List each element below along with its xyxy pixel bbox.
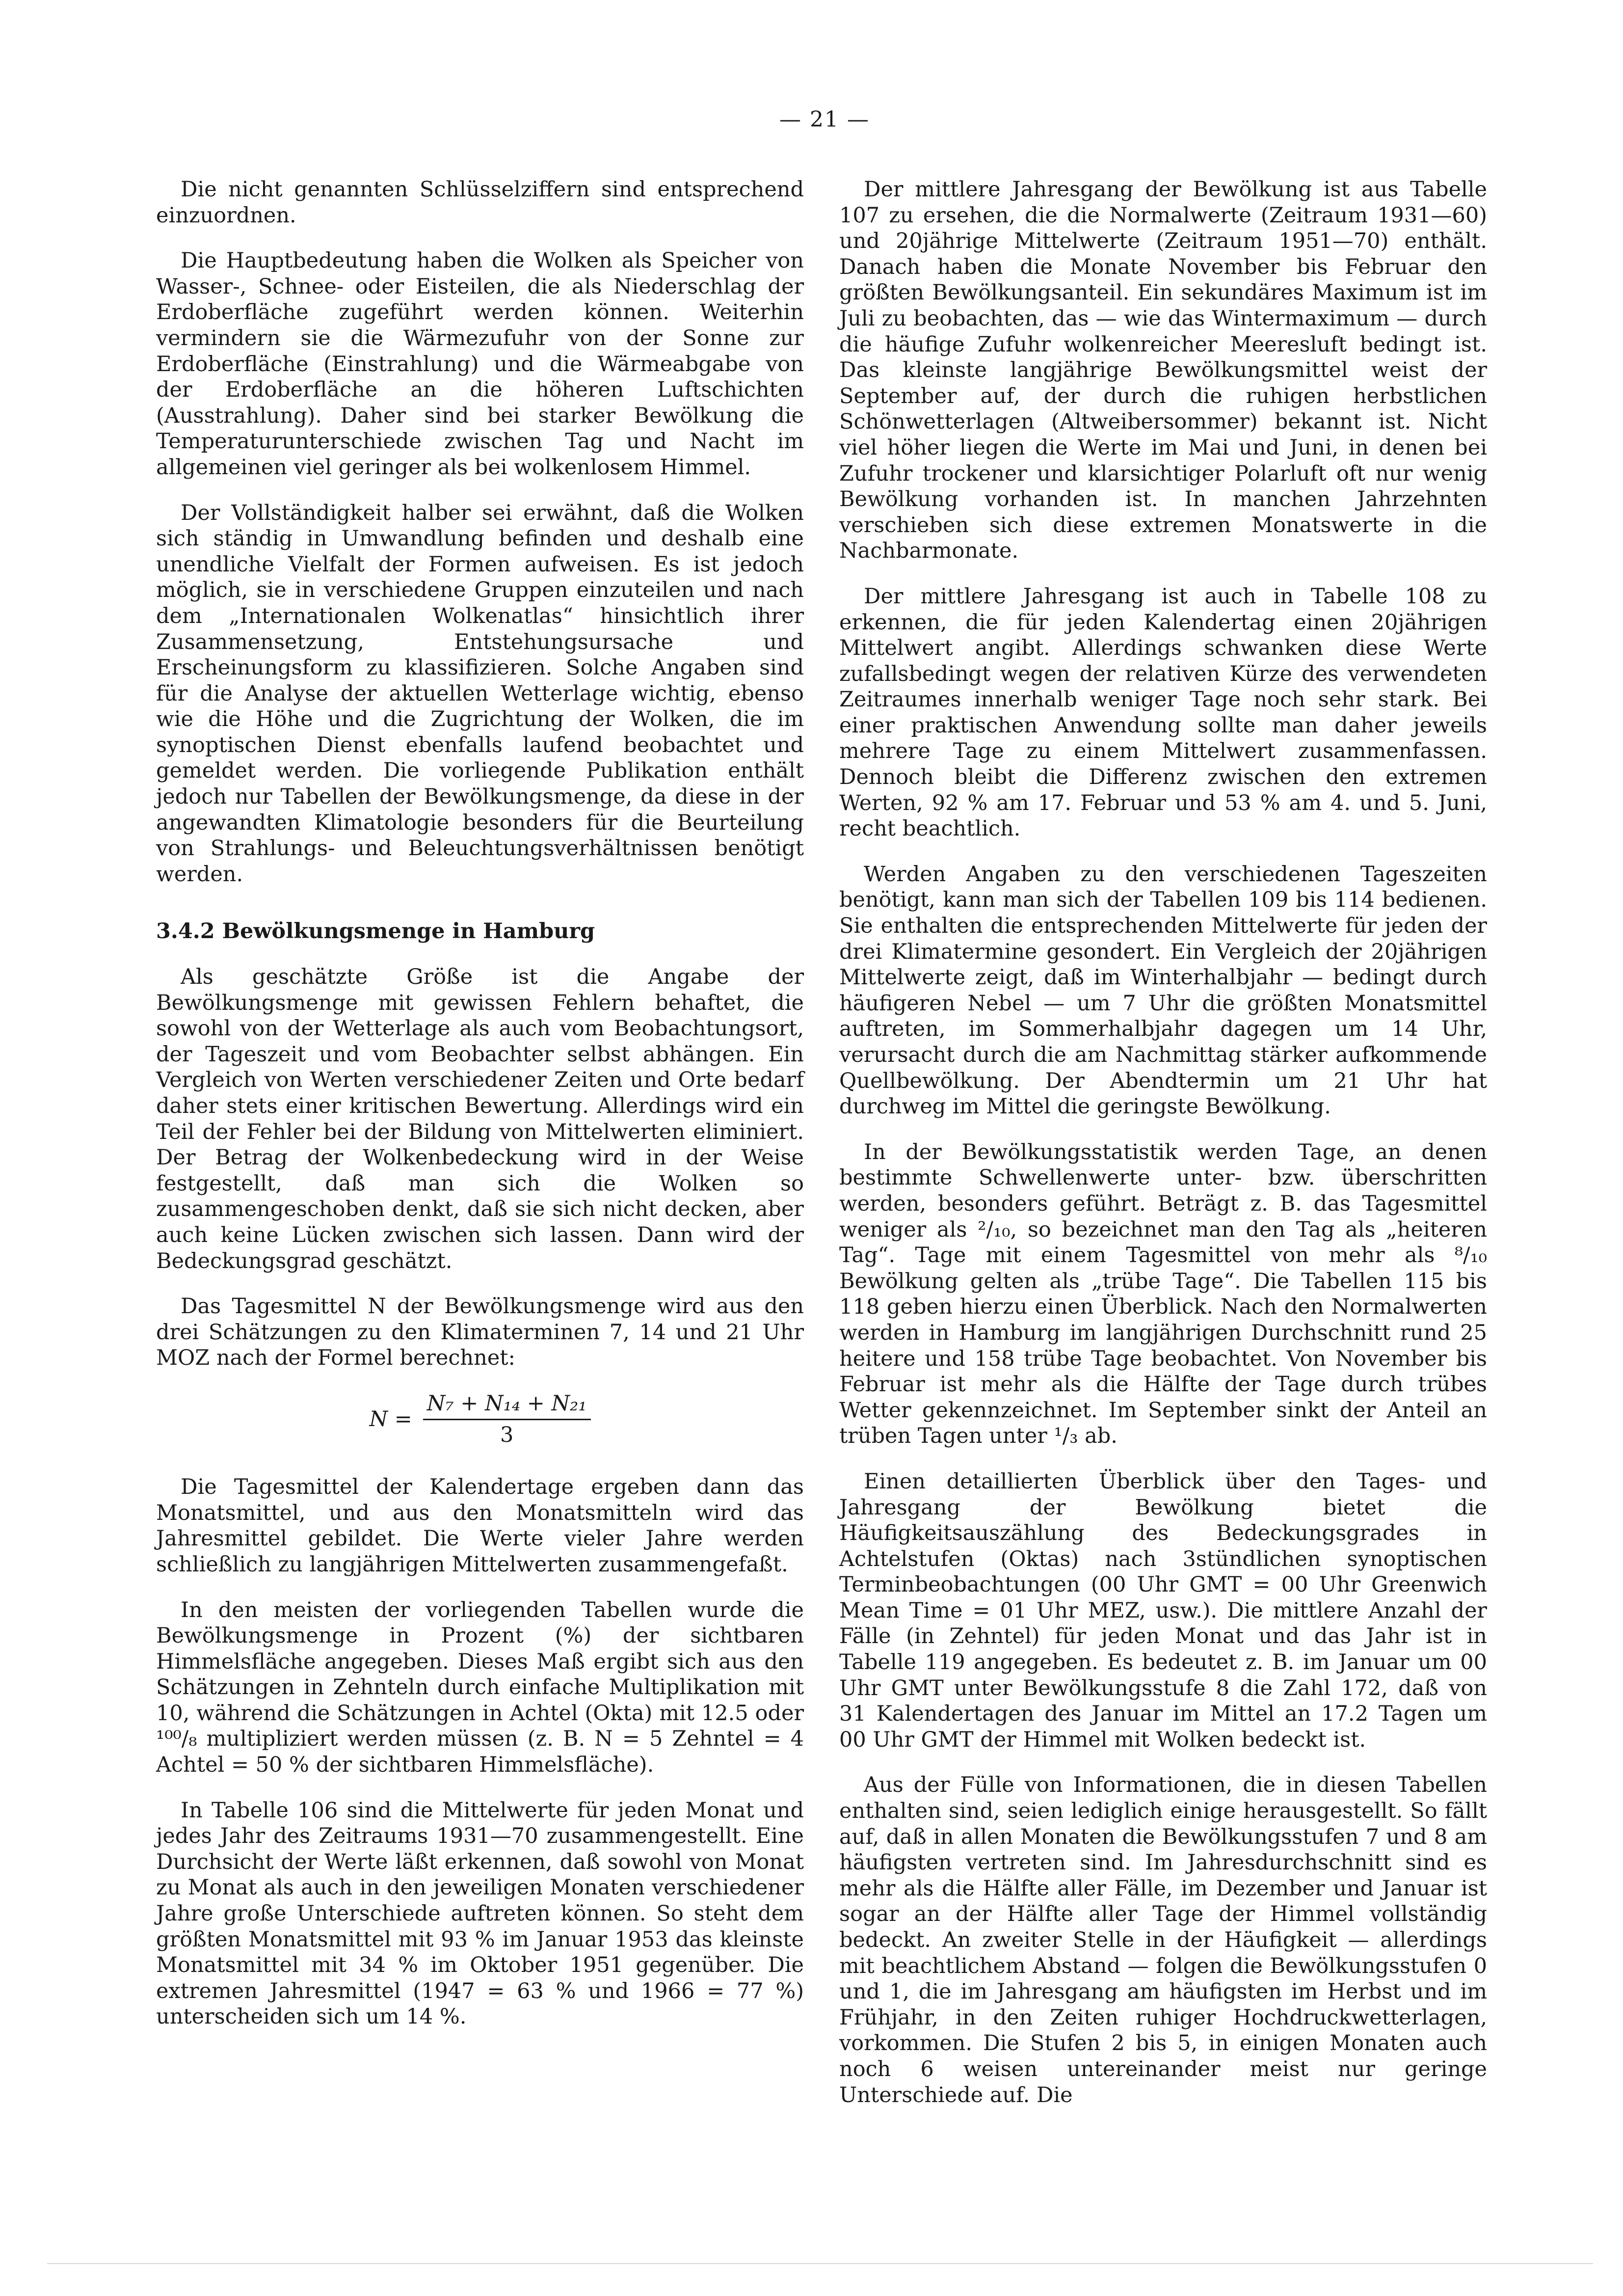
right-column — [839, 177, 1487, 2128]
paragraph: In der Bewölkungsstatistik werden Tage, an denen bestimmte Schwellenwerte unter- bzw. überschritten werden, besonders geführt. Beträgt z. B. das Tagesmittel weniger als ²/₁₀, so bezeichnet man den Tag als „heiteren Tag“. Tage mit einem Tagesmittel von mehr als ⁸/₁₀ Bewölkung gelten als „trübe Tage“. Die Tabellen 115 bis 118 geben hierzu einen Überblick. Nach den Normalwerten werden in Hamburg im langjährigen Durchschnitt rund 25 heitere und 158 trübe Tage beobachtet. Von November bis Februar ist mehr als die Hälfte der Tage durch trübes Wetter gekennzeichnet. Im September sinkt der Anteil an trüben Tagen unter ¹/₃ ab. — [839, 1139, 1487, 1449]
paragraph: Als geschätzte Größe ist die Angabe der Bewölkungsmenge mit gewissen Fehlern behaftet, die sowohl von der Wetterlage als auch vom Beobachtungsort, der Tageszeit und vom Beobachter selbst abhängen. Ein Vergleich von Werten verschiedener Zeiten und Orte bedarf daher stets einer kritischen Bewertung. Allerdings wird ein Teil der Fehler bei der Bildung von Mittelwerten eliminiert. Der Betrag der Wolkenbedeckung wird in der Weise festgestellt, daß man sich die Wolken so zusammengeschoben denkt, daß sie sich nicht decken, aber auch keine Lücken zwischen sich lassen. Dann wird der Bedeckungsgrad geschätzt. — [156, 965, 804, 1273]
paragraph: Aus der Fülle von Informationen, die in diesen Tabellen enthalten sind, seien lediglich einige herausgestellt. So fällt auf, daß in allen Monaten die Bewölkungsstufen 7 und 8 am häufigsten vertreten sind. Im Jahresdurchschnitt sind es mehr als die Hälfte aller Fälle, im Dezember und Januar ist sogar an der Hälfte aller Tage der Himmel vollständig bedeckt. An zweiter Stelle in der Häufigkeit — allerdings mit beachtlichem Abstand — folgen die Bewölkungsstufen 0 und 1, die im Jahresgang am häufigsten im Herbst und im Frühjahr, in den Zeiten ruhiger Hochdruckwetterlagen, vorkommen. Die Stufen 2 bis 5, in einigen Monaten auch noch 6 weisen untereinander meist nur geringe Unterschiede auf. Die — [839, 1773, 1487, 2107]
formula-denominator: 3 — [500, 1422, 514, 1447]
formula-numerator: N₇ + N₁₄ + N₂₁ — [423, 1391, 591, 1420]
bottom-edge-rule — [47, 2263, 1593, 2264]
formula-fraction — [423, 1391, 591, 1448]
formula-lhs: N = — [369, 1406, 412, 1432]
paragraph: In den meisten der vorliegenden Tabellen wurde die Bewölkungsmenge in Prozent (%) der sichtbaren Himmelsfläche angegeben. Dieses Maß ergibt sich aus den Schätzungen in Zehnteln durch einfache Multiplikation mit 10, während die Schätzungen in Achtel (Okta) mit 12.5 oder ¹⁰⁰/₈ multipliziert werden müssen (z. B. N = 5 Zehntel = 4 Achtel = 50 % der sichtbaren Himmelsfläche). — [156, 1597, 804, 1778]
page-number: — 21 — — [779, 107, 870, 132]
paragraph: Einen detaillierten Überblick über den Tages- und Jahresgang der Bewölkung bietet die Häufigkeitsauszählung des Bedeckungsgrades in Achtelstufen (Oktas) nach 3stündlichen synoptischen Terminbeobachtungen (00 Uhr GMT = 00 Uhr Greenwich Mean Time = 01 Uhr MEZ, usw.). Die mittlere Anzahl der Fälle (in Zehntel) für jeden Monat und das Jahr ist in Tabelle 119 angegeben. Es bedeutet z. B. im Januar um 00 Uhr GMT unter Bewölkungsstufe 8 die Zahl 172, daß von 31 Kalendertagen des Januar im Mittel an 17.2 Tagen um 00 Uhr GMT der Himmel mit Wolken bedeckt ist. — [839, 1469, 1487, 1752]
formula — [156, 1391, 804, 1448]
paragraph: Das Tagesmittel N der Bewölkungsmenge wird aus den drei Schätzungen zu den Klimaterminen 7, 14 und 21 Uhr MOZ nach der Formel berechnet: — [156, 1294, 804, 1371]
paragraph: Die nicht genannten Schlüsselziffern sind entsprechend einzuordnen. — [156, 177, 804, 228]
paragraph: Der mittlere Jahresgang der Bewölkung ist aus Tabelle 107 zu ersehen, die die Normalwerte (Zeitraum 1931—60) und 20jährige Mittelwerte (Zeitraum 1951—70) enthält. Danach haben die Monate November bis Februar den größten Bewölkungsanteil. Ein sekundäres Maximum ist im Juli zu beobachten, das — wie das Wintermaximum — durch die häufige Zufuhr wolkenreicher Meeresluft bedingt ist. Das kleinste langjährige Bewölkungsmittel weist der September auf, der durch die ruhigen herbstlichen Schönwetterlagen (Altweibersommer) bekannt ist. Nicht viel höher liegen die Werte im Mai und Juni, in denen bei Zufuhr trockener und klarsichtiger Polarluft oft nur wenig Bewölkung vorhanden ist. In manchen Jahrzehnten verschieben sich diese extremen Monatswerte in die Nachbarmonate. — [839, 177, 1487, 564]
left-column — [156, 177, 804, 2050]
paragraph: In Tabelle 106 sind die Mittelwerte für jeden Monat und jedes Jahr des Zeitraums 1931—70 zusammengestellt. Eine Durchsicht der Werte läßt erkennen, daß sowohl von Monat zu Monat als auch in den jeweiligen Monaten verschiedener Jahre große Unterschiede auftreten können. So steht dem größten Monatsmittel mit 93 % im Januar 1953 das kleinste Monatsmittel mit 34 % im Oktober 1951 gegenüber. Die extremen Jahresmittel (1947 = 63 % und 1966 = 77 %) unterscheiden sich um 14 %. — [156, 1798, 804, 2029]
paragraph: Der Vollständigkeit halber sei erwähnt, daß die Wolken sich ständig in Umwandlung befinden und deshalb eine unendliche Vielfalt der Formen aufweisen. Es ist jedoch möglich, sie in verschiedene Gruppen einzuteilen und nach dem „Internationalen Wolkenatlas“ hinsichtlich ihrer Zusammensetzung, Entstehungsursache und Erscheinungsform zu klassifizieren. Solche Angaben sind für die Analyse der aktuellen Wetterlage wichtig, ebenso wie die Höhe und die Zugrichtung der Wolken, die im synoptischen Dienst ebenfalls laufend beobachtet und gemeldet werden. Die vorliegende Publikation enthält jedoch nur Tabellen der Bewölkungsmenge, da diese in der angewandten Klimatologie besonders für die Beurteilung von Strahlungs- und Beleuchtungsverhältnissen benötigt werden. — [156, 500, 804, 887]
section-heading: 3.4.2 Bewölkungsmenge in Hamburg — [156, 919, 595, 944]
paragraph: Die Hauptbedeutung haben die Wolken als Speicher von Wasser-, Schnee- oder Eisteilen, die als Niederschlag der Erdoberfläche zugeführt werden können. Weiterhin vermindern sie die Wärmezufuhr von der Sonne zur Erdoberfläche (Einstrahlung) und die Wärmeabgabe von der Erdoberfläche an die höheren Luftschichten (Ausstrahlung). Daher sind bei starker Bewölkung die Temperaturunterschiede zwischen Tag und Nacht im allgemeinen viel geringer als bei wolkenlosem Himmel. — [156, 248, 804, 480]
paragraph: Werden Angaben zu den verschiedenen Tageszeiten benötigt, kann man sich der Tabellen 109 bis 114 bedienen. Sie enthalten die entsprechenden Mittelwerte für jeden der drei Klimatermine gesondert. Ein Vergleich der 20jährigen Mittelwerte zeigt, daß im Winterhalbjahr — bedingt durch häufigeren Nebel — um 7 Uhr die größten Monatsmittel auftreten, im Sommerhalbjahr dagegen um 14 Uhr, verursacht durch die am Nachmittag stärker aufkommende Quellbewölkung. Der Abendtermin um 21 Uhr hat durchweg im Mittel die geringste Bewölkung. — [839, 862, 1487, 1119]
paragraph: Die Tagesmittel der Kalendertage ergeben dann das Monatsmittel, und aus den Monatsmitteln wird das Jahresmittel gebildet. Die Werte vieler Jahre werden schließlich zu langjährigen Mittelwerten zusammengefaßt. — [156, 1475, 804, 1577]
paragraph: Der mittlere Jahresgang ist auch in Tabelle 108 zu erkennen, die für jeden Kalendertag einen 20jährigen Mittelwert angibt. Allerdings schwanken diese Werte zufallsbedingt wegen der relativen Kürze des verwendeten Zeitraumes innerhalb weniger Tage noch sehr stark. Bei einer praktischen Anwendung sollte man daher jeweils mehrere Tage zu einem Mittelwert zusammenfassen. Dennoch bleibt die Differenz zwischen den extremen Werten, 92 % am 17. Februar und 53 % am 4. und 5. Juni, recht beachtlich. — [839, 584, 1487, 841]
